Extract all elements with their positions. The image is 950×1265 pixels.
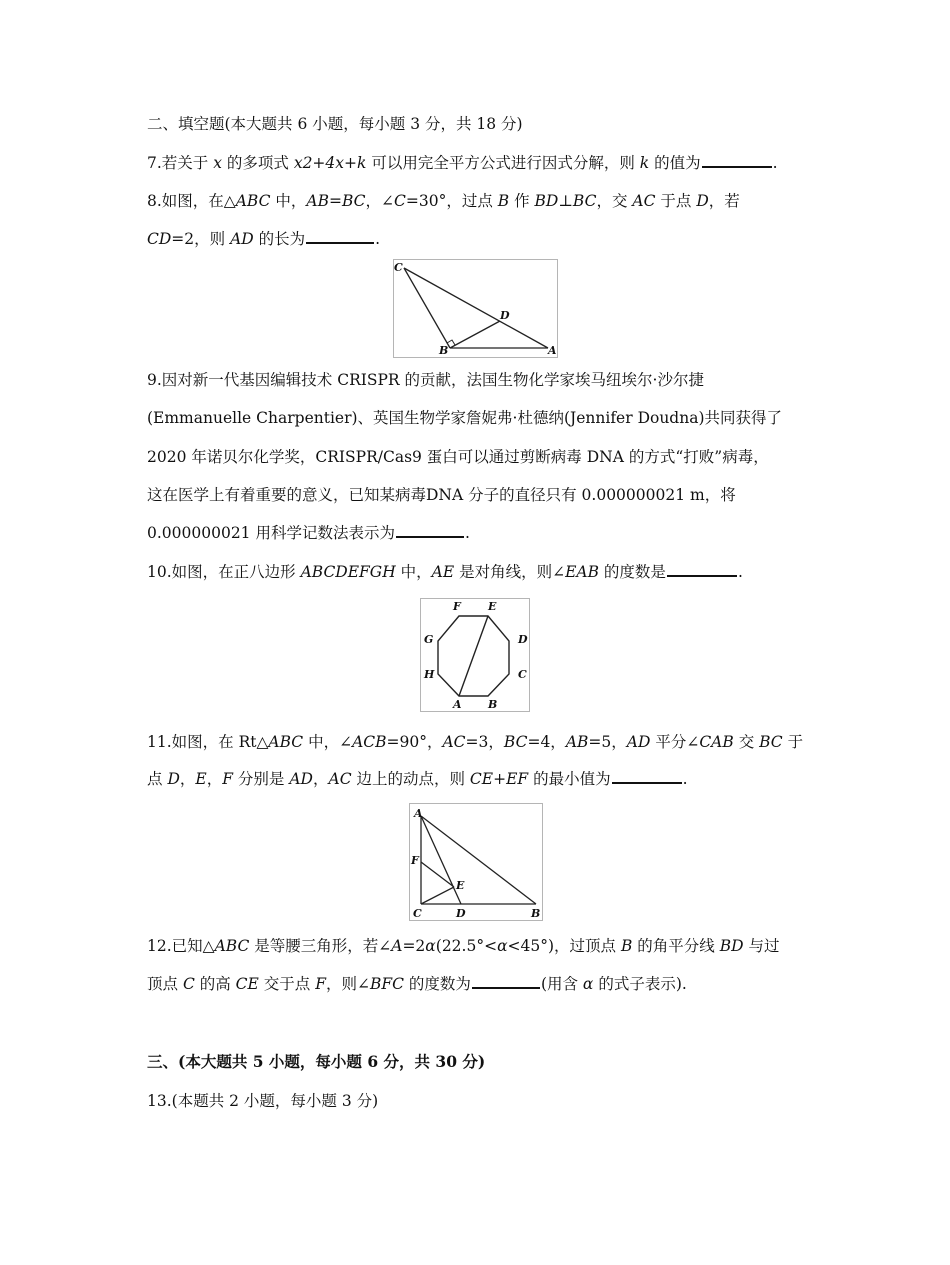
text: 与过 <box>743 937 780 955</box>
var: F <box>222 770 233 788</box>
segment-ce <box>421 887 454 904</box>
var: AD <box>230 230 254 248</box>
text: 0.000000021 用科学记数法表示为 <box>147 524 395 542</box>
var: AC <box>632 192 656 210</box>
text: 是等腰三角形，若∠ <box>249 937 392 955</box>
question-8-line-2 <box>147 228 380 250</box>
text: 交于点 <box>258 975 316 993</box>
figure-triangle-abc <box>393 259 558 358</box>
var: BFC <box>369 975 404 993</box>
text: 于 <box>782 733 804 751</box>
var: AE <box>431 563 455 581</box>
text: 的多项式 <box>221 154 294 172</box>
label-a: A <box>453 698 462 711</box>
text: (22.5°< <box>435 937 498 955</box>
segment-cb <box>404 268 450 348</box>
text: =2，则 <box>171 230 231 248</box>
var: ABC <box>214 937 250 955</box>
text: ，若 <box>708 192 740 210</box>
text: . <box>772 154 778 172</box>
var-alpha: α <box>497 937 508 955</box>
var: CE <box>235 975 259 993</box>
text: (Emmanuelle Charpentier)、英国生物学家詹妮弗·杜德纳(Jennifer Doudna)共同获得了 <box>147 409 783 427</box>
section-3-heading <box>147 1051 485 1073</box>
question-9-line-2 <box>147 407 782 429</box>
text: 平分∠ <box>650 733 700 751</box>
right-triangle-diagram <box>410 804 542 920</box>
var: A <box>391 937 403 955</box>
var: CAB <box>699 733 734 751</box>
var: AD <box>626 733 651 751</box>
text: =2 <box>402 937 426 955</box>
var: ABC <box>268 733 304 751</box>
figure-octagon <box>420 598 530 712</box>
section-2-title: 二、填空题(本大题共 6 小题，每小题 3 分，共 18 分) <box>147 115 523 133</box>
var: AB <box>565 733 589 751</box>
var: AB=BC <box>306 192 366 210</box>
label-h: H <box>424 668 435 681</box>
label-c: C <box>394 261 403 274</box>
text: 11.如图，在 Rt△ <box>147 733 269 751</box>
var: ACB <box>352 733 387 751</box>
text: ， <box>312 770 329 788</box>
var: C <box>182 975 195 993</box>
text: (用含 <box>540 975 583 993</box>
text: 中， <box>395 563 432 581</box>
var-alpha: α <box>582 975 594 993</box>
text: 于点 <box>655 192 697 210</box>
octagon-diagram <box>421 599 529 711</box>
segment-ad <box>421 816 461 904</box>
text: 的度数为 <box>404 975 471 993</box>
text: 9.因对新一代基因编辑技术 CRISPR 的贡献，法国生物化学家埃马纽埃尔·沙尔捷 <box>147 371 704 389</box>
diagonal-ae <box>459 616 488 696</box>
var: D <box>696 192 709 210</box>
text: 三、(本大题共 <box>147 1052 253 1071</box>
text: 顶点 <box>147 975 183 993</box>
text: ， <box>179 770 196 788</box>
segment-ab <box>421 816 536 904</box>
label-a: A <box>548 344 557 357</box>
text: =30°，过点 <box>405 192 498 210</box>
text: <45°)，过顶点 <box>507 937 621 955</box>
var: D <box>167 770 180 788</box>
text: . <box>464 524 470 542</box>
text: 分) <box>457 1052 486 1071</box>
text: 2020 年诺贝尔化学奖，CRISPR/Cas9 蛋白可以通过剪断病毒 DNA 的方式“打败”病毒， <box>147 448 769 466</box>
text: 的值为 <box>649 154 701 172</box>
text: . <box>682 770 688 788</box>
var: BC <box>572 192 597 210</box>
label-a: A <box>414 807 423 820</box>
text: 交 <box>733 733 760 751</box>
question-10 <box>147 561 743 583</box>
label-b: B <box>439 344 449 357</box>
text: 中， <box>270 192 307 210</box>
text: . <box>375 230 381 248</box>
var-x: x <box>213 154 222 172</box>
answer-blank[interactable] <box>612 768 682 784</box>
text: 小题，每小题 <box>263 1052 368 1071</box>
label-d: D <box>518 633 528 646</box>
question-9-line-1 <box>147 369 704 391</box>
section-2-heading <box>147 113 523 135</box>
text: ，交 <box>596 192 633 210</box>
question-8-line-1 <box>147 190 740 212</box>
text: =90°， <box>386 733 443 751</box>
question-12-line-1 <box>147 935 779 957</box>
answer-blank[interactable] <box>667 561 737 577</box>
answer-blank[interactable] <box>306 228 374 244</box>
label-b: B <box>488 698 498 711</box>
text: 的最小值为 <box>528 770 611 788</box>
var: B <box>620 937 633 955</box>
var: ABCDEFGH <box>300 563 396 581</box>
question-9-line-3 <box>147 446 769 468</box>
text: 的角平分线 <box>632 937 720 955</box>
question-11-line-2 <box>147 768 688 790</box>
question-12-line-2 <box>147 973 687 995</box>
segment-ca <box>404 268 548 348</box>
number: 6 <box>367 1052 379 1071</box>
var: CE+EF <box>469 770 529 788</box>
var: AC <box>328 770 352 788</box>
text: 的式子表示). <box>593 975 687 993</box>
answer-blank[interactable] <box>396 522 464 538</box>
var: CD <box>147 230 172 248</box>
text: 是对角线，则∠ <box>454 563 566 581</box>
number: 5 <box>252 1052 264 1071</box>
text: ⊥ <box>558 192 573 210</box>
var: EAB <box>565 563 599 581</box>
label-f: F <box>411 854 419 867</box>
triangle-diagram <box>394 260 557 357</box>
text: 的长为 <box>253 230 306 248</box>
text: 分，共 <box>378 1052 436 1071</box>
var-alpha: α <box>425 937 436 955</box>
label-d: D <box>500 309 510 322</box>
label-c: C <box>518 668 527 681</box>
label-e: E <box>488 600 497 613</box>
var: BD <box>534 192 559 210</box>
text: 中，∠ <box>303 733 353 751</box>
text: 的高 <box>194 975 236 993</box>
var: ABC <box>235 192 271 210</box>
figure-right-triangle <box>409 803 543 921</box>
number: 30 <box>435 1052 457 1071</box>
text: . <box>737 563 743 581</box>
question-7 <box>147 152 778 174</box>
text: 13.(本题共 2 小题，每小题 3 分) <box>147 1092 379 1110</box>
var: BC <box>759 733 783 751</box>
label-d: D <box>456 907 466 920</box>
text: 12.已知△ <box>147 937 215 955</box>
label-f: F <box>453 600 461 613</box>
text: =4， <box>527 733 566 751</box>
label-g: G <box>424 633 434 646</box>
label-e: E <box>456 879 465 892</box>
question-11-line-1 <box>147 731 803 753</box>
text: 点 <box>147 770 168 788</box>
text: =5， <box>588 733 627 751</box>
polynomial-expression: x2+4x+k <box>293 154 367 172</box>
var: AD <box>289 770 313 788</box>
text: =3， <box>465 733 504 751</box>
text: 的度数是 <box>599 563 666 581</box>
var: C <box>394 192 406 210</box>
var: E <box>195 770 207 788</box>
var: BC <box>503 733 528 751</box>
label-c: C <box>413 907 422 920</box>
answer-blank[interactable] <box>472 973 540 989</box>
text: 边上的动点，则 <box>351 770 470 788</box>
var: BD <box>719 937 744 955</box>
text: ， <box>206 770 223 788</box>
label-b: B <box>531 907 541 920</box>
text: 7.若关于 <box>147 154 214 172</box>
var: AC <box>442 733 466 751</box>
text: ，则∠ <box>325 975 370 993</box>
text: 可以用完全平方公式进行因式分解，则 <box>366 154 640 172</box>
question-9-line-4 <box>147 484 736 506</box>
text: 10.如图，在正八边形 <box>147 563 301 581</box>
answer-blank[interactable] <box>702 152 772 168</box>
text: 8.如图，在△ <box>147 192 236 210</box>
text: 分别是 <box>233 770 290 788</box>
question-9-line-5 <box>147 522 470 544</box>
var-k: k <box>639 154 650 172</box>
text: 这在医学上有着重要的意义，已知某病毒DNA 分子的直径只有 0.000000021 m，将 <box>147 486 736 504</box>
segment-fe <box>421 862 454 887</box>
question-13 <box>147 1090 378 1112</box>
var: F <box>315 975 326 993</box>
text: ，∠ <box>365 192 394 210</box>
segment-bd <box>450 321 500 348</box>
text: 作 <box>509 192 535 210</box>
var: B <box>497 192 510 210</box>
